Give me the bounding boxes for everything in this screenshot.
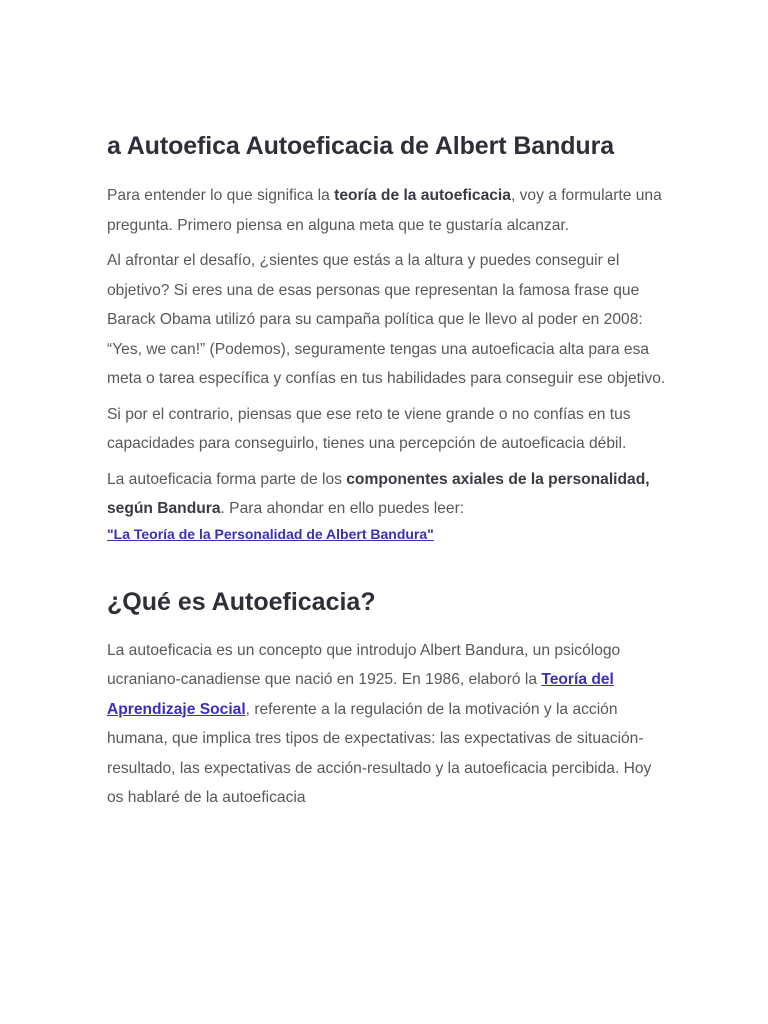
- paragraph-components: [107, 465, 667, 524]
- paragraph-text: Para entender lo que significa la: [107, 187, 335, 204]
- bold-term: teoría de la autoeficacia: [334, 187, 511, 204]
- paragraph-text: , voy a formularte una pregunta. Primero piensa en alguna meta que te gustaría alcanzar.: [107, 187, 662, 234]
- personality-theory-link[interactable]: "La Teoría de la Personalidad de Albert Bandura": [107, 525, 434, 542]
- paragraph-text: . Para ahondar en ello puedes leer:: [220, 500, 465, 517]
- bold-term: componentes axiales de la personalidad, según Bandura: [107, 470, 650, 517]
- paragraph-text: , referente a la regulación de la motivación y la acción humana, que implica tres tipos de expectativas: las expectativas de situación-resultado, las expectativas de acción-resultado y la autoeficacia percibida. Hoy os hablaré de la autoeficacia: [107, 700, 652, 806]
- paragraph-contrary: Si por el contrario, piensas que ese reto te viene grande o no confías en tus capacidades para conseguirlo, tienes una percepción de autoeficacia débil.: [107, 405, 631, 452]
- paragraph-text: La autoeficacia es un concepto que introdujo Albert Bandura, un psicólogo ucraniano-canadiense que nació en 1925. En 1986, elaboró la: [107, 641, 621, 688]
- section-title: ¿Qué es Autoeficacia?: [107, 587, 376, 616]
- paragraph-challenge: Al afrontar el desafío, ¿sientes que estás a la altura y puedes conseguir el objetivo? Si eres una de esas personas que representan la famosa frase que Barack Obama utilizó para su campaña política que le llevo al poder en 2008: “Yes, we can!” (Podemos), seguramente tengas una autoeficacia alta para esa meta o tarea específica y confías en tus habilidades para conseguir ese objetivo.: [107, 252, 666, 387]
- article: [107, 128, 667, 819]
- paragraph-intro: [107, 181, 667, 240]
- paragraph-text: La autoeficacia forma parte de los: [107, 470, 347, 488]
- article-title: a Autoefica Autoeficacia de Albert Bandura: [107, 132, 615, 160]
- paragraph-definition: [107, 636, 667, 813]
- social-learning-theory-link[interactable]: Teoría del Aprendizaje Social: [107, 671, 614, 718]
